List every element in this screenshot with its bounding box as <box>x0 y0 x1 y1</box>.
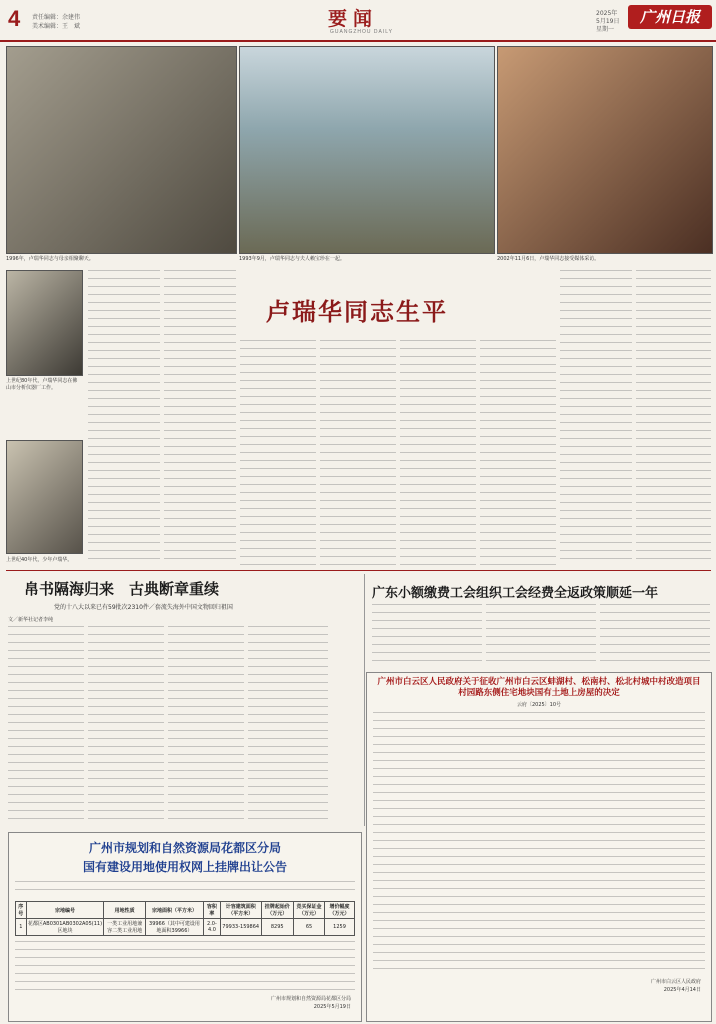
land-table-cell: 花都区AB0301AB0302A05(11)区地块 <box>26 919 104 936</box>
govt-notice-body <box>373 712 705 974</box>
land-table-header-cell: 挂牌起始价（万元） <box>261 902 293 919</box>
land-table-cell: 39966（其中可建设用地面积39966） <box>145 919 203 936</box>
union-column-2 <box>486 604 596 668</box>
photo-couple <box>239 46 495 254</box>
art-column-4 <box>248 626 328 826</box>
page-number: 4 <box>8 6 21 31</box>
date-day: 5月19日 <box>596 18 620 25</box>
land-notice-title-1: 广州市规划和自然资源局花都区分局 <box>88 841 281 855</box>
editor-credit-2: 美术编辑：王 斌 <box>32 23 81 30</box>
photo-caption-2: 1993年9月，卢瑞华同志与夫人赖宝珍在一起。 <box>239 256 345 262</box>
photo-youth <box>6 440 83 554</box>
land-notice-intro <box>15 881 355 897</box>
land-table <box>15 901 355 936</box>
land-table-header-cell: 竞买保证金（万元） <box>293 902 324 919</box>
photo-caption-5: 上世纪40年代，少年卢瑞华。 <box>6 557 73 563</box>
art-column-2 <box>88 626 164 826</box>
union-headline: 广东小额缴费工会组织工会经费全返政策顺延一年 <box>372 586 659 601</box>
column-divider <box>364 574 365 826</box>
land-table-cell: 79933-159864 <box>220 919 261 936</box>
union-column-3 <box>600 604 710 668</box>
land-notice-body <box>15 941 355 991</box>
land-table-header-cell: 序号 <box>16 902 27 919</box>
land-table-cell: 1259 <box>325 919 355 936</box>
land-notice-footer-date: 2025年5月19日 <box>313 1004 351 1010</box>
land-table-cell: 1 <box>16 919 27 936</box>
art-headline: 帛书隔海归来 古典断章重续 <box>24 580 220 598</box>
art-column-1 <box>8 626 84 826</box>
govt-notice-org: 广州市白云区人民政府 <box>650 979 701 985</box>
art-column-3 <box>168 626 244 826</box>
govt-notice-doc-no: 云府〔2025〕10号 <box>516 702 562 708</box>
photo-mother <box>6 46 237 254</box>
govt-notice-box <box>366 672 712 1022</box>
bio-column-2 <box>164 270 236 565</box>
bio-column-5 <box>400 340 476 565</box>
bio-column-8 <box>636 270 711 565</box>
land-notice-title-2: 国有建设用地使用权网上挂牌出让公告 <box>82 860 287 874</box>
land-table-header-cell: 计容建筑面积（平方米） <box>220 902 261 919</box>
land-table-header-cell: 增价幅度（万元） <box>325 902 355 919</box>
art-subhead: 党的十八大以来已有59批次2310件／套流失海外中国文物回归祖国 <box>54 604 233 611</box>
header-rule <box>0 40 716 42</box>
photo-factory <box>6 270 83 376</box>
union-column-1 <box>372 604 482 668</box>
land-table-header-cell: 宗地编号 <box>26 902 104 919</box>
date-weekday: 星期一 <box>596 26 615 33</box>
photo-caption-3: 2002年11月6日，卢瑞华同志接受媒体采访。 <box>497 256 600 262</box>
bio-headline: 卢瑞华同志生平 <box>266 297 448 326</box>
section-subtitle: GUANGZHOU DAILY <box>330 29 393 35</box>
land-notice-footer-org: 广州市规划和自然资源局花都区分局 <box>270 996 351 1002</box>
land-table-cell: 65 <box>293 919 324 936</box>
land-table-header-cell: 用地性质 <box>104 902 146 919</box>
table-row <box>16 919 355 936</box>
masthead-text: 广州日报 <box>639 8 700 26</box>
land-table-cell: 2.0-4.0 <box>203 919 220 936</box>
land-notice-box <box>8 832 362 1022</box>
land-table-body <box>16 919 355 936</box>
photo-caption-4: 上世纪80年代，卢瑞华同志在佛山市分析仪器厂工作。 <box>6 378 78 391</box>
land-table-wrap <box>15 901 355 936</box>
land-table-cell: 8295 <box>261 919 293 936</box>
section-title: 要闻 <box>328 8 379 30</box>
section-rule-1 <box>6 570 711 571</box>
editor-credit-1: 责任编辑：余建伟 <box>32 14 81 21</box>
art-byline: 文／新华社记者李纯 <box>8 617 54 623</box>
bio-column-6 <box>480 340 556 565</box>
bio-column-3 <box>240 340 316 565</box>
govt-notice-title: 广州市白云区人民政府关于征收广州市白云区蚌湖村、松南村、松北村城中村改造项目村园路东侧住宅地块国有土地上房屋的决定 <box>377 677 701 698</box>
land-table-header-row <box>16 902 355 919</box>
photo-caption-1: 1996年，卢瑞华同志与母亲相聚聊天。 <box>6 256 94 262</box>
bio-column-4 <box>320 340 396 565</box>
land-table-cell: 一类工业用地兼容二类工业用地 <box>104 919 146 936</box>
land-table-header-cell: 容积率 <box>203 902 220 919</box>
bio-column-7 <box>560 270 632 565</box>
bio-column-1 <box>88 270 160 565</box>
page-header <box>0 0 716 42</box>
land-table-header-cell: 宗地面积（平方米） <box>145 902 203 919</box>
date-year: 2025年 <box>596 10 618 17</box>
govt-notice-date: 2025年4月14日 <box>663 987 701 993</box>
photo-interview <box>497 46 713 254</box>
masthead-logo <box>628 5 712 29</box>
